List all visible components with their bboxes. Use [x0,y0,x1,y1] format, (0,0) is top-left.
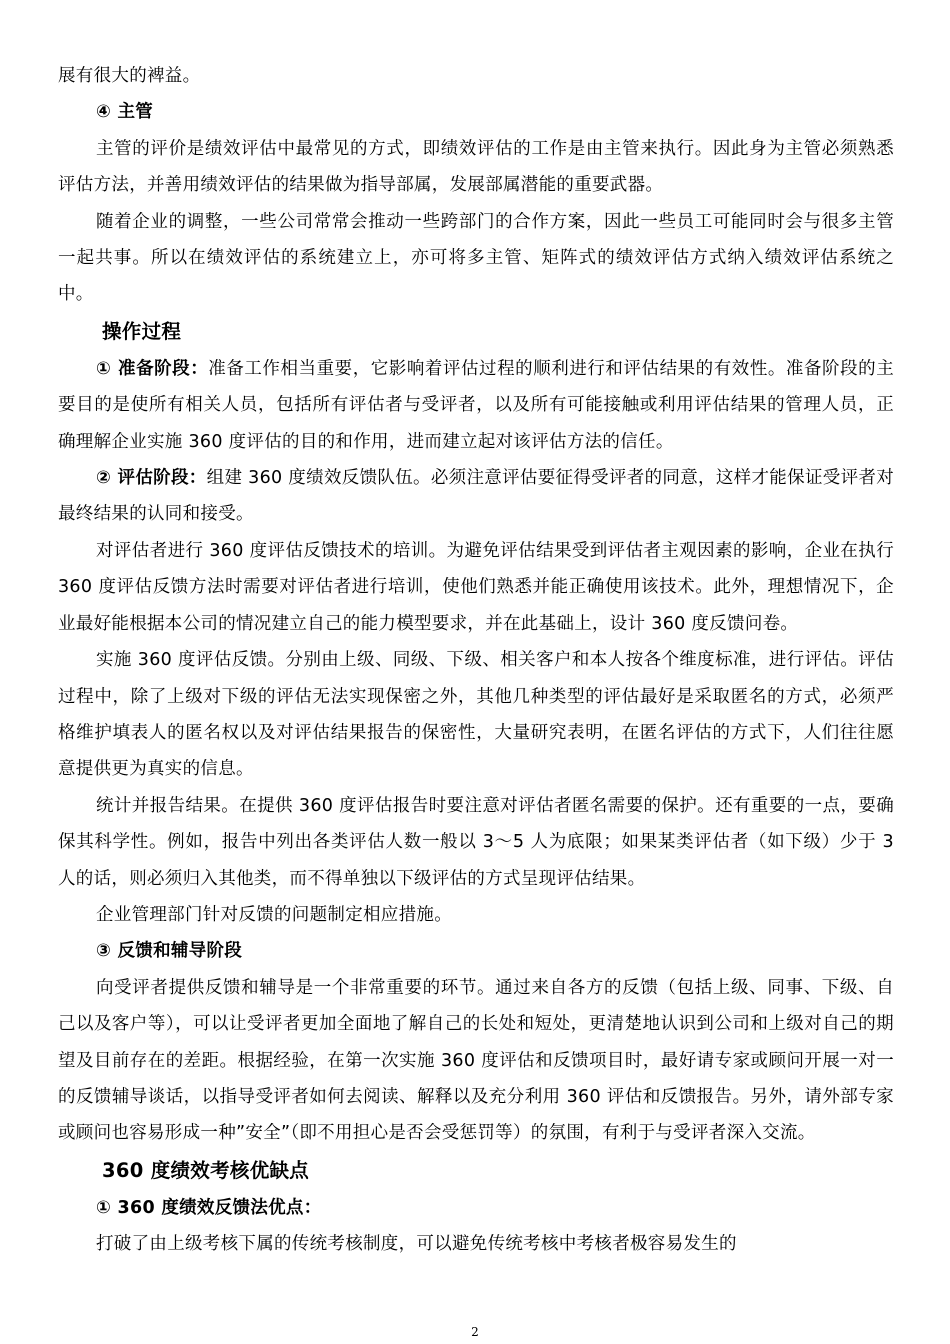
paragraph-text: 组建 360 度绩效反馈队伍。必须注意评估要征得受评者的同意，这样才能保证受评者对最终结果的认同和接受。 [58,468,895,525]
paragraph-evaluation-stage [58,460,894,533]
paragraph-lead: ① 准备阶段： [96,358,209,379]
subheading-supervisor [58,94,894,130]
paragraph [58,131,894,204]
paragraph-text: 主管的评价是绩效评估中最常见的方式，即绩效评估的工作是由主管来执行。因此身为主管必须熟悉评估方法，并善用绩效评估的结果做为指导部属，发展部属潜能的重要武器。 [58,138,894,196]
paragraph [58,897,894,933]
paragraph-lead: ② 评估阶段： [96,468,207,489]
paragraph-text: 企业管理部门针对反馈的问题制定相应措施。 [96,904,452,925]
subheading-feedback-stage [58,933,894,969]
subheading-advantages [58,1190,894,1226]
heading-text: 360 度绩效考核优缺点 [102,1158,310,1182]
page-number: 2 [471,1325,479,1339]
section-heading-process [58,313,894,351]
paragraph-text: 实施 360 度评估反馈。分别由上级、同级、下级、相关客户和本人按各个维度标准，进行评估。评估过程中，除了上级对下级的评估无法实现保密之外，其他几种类型的评估最好是采取匿名的方式，必须严格维护填表人的匿名权以及对评估结果报告的保密性，大量研究表明，在匿名评估的方式下，人们往往愿意提供更为真实的信息。 [58,650,894,780]
subheading-text: ③ 反馈和辅导阶段 [96,941,243,962]
paragraph-text: 向受评者提供反馈和辅导是一个非常重要的环节。通过来自各方的反馈（包括上级、同事、下级、自己以及客户等），可以让受评者更加全面地了解自己的长处和短处，更清楚地认识到公司和上级对自己的期望及目前存在的差距。根据经验，在第一次实施 360 度评估和反馈项目时，最好请专家或顾问开展一对一的反馈辅导谈话，以指导受评者如何去阅读、解释以及充分利用 360 评估和反馈报告。另外，请外部专家或顾问也容易形成一种”安全”（即不用担心是否会受惩罚等）的氛围，有利于与受评者深入交流。 [58,977,894,1144]
paragraph-text: 打破了由上级考核下属的传统考核制度，可以避免传统考核中考核者极容易发生的 [96,1234,737,1255]
paragraph [58,533,894,642]
page-body [58,58,894,1263]
section-heading-pros-cons [58,1152,894,1190]
paragraph-text: 对评估者进行 360 度评估反馈技术的培训。为避免评估结果受到评估者主观因素的影响，企业在执行 360 度评估反馈方法时需要对评估者进行培训，使他们熟悉并能正确使用该技术。此外，理想情况下，企业最好能根据本公司的情况建立自己的能力模型要求，并在此基础上，设计 360 度反馈问卷。 [58,540,894,634]
heading-text: 操作过程 [102,319,182,343]
paragraph-text: 统计并报告结果。在提供 360 度评估报告时要注意对评估者匿名需要的保护。还有重要的一点，要确保其科学性。例如，报告中列出各类评估人数一般以 3～5 人为底限；如果某类评估者（如下级）少于 3 人的话，则必须归入其他类，而不得单独以下级评估的方式呈现评估结果。 [58,795,894,889]
paragraph [58,970,894,1152]
paragraph [58,58,894,94]
paragraph-text: 准备工作相当重要，它影响着评估过程的顺利进行和评估结果的有效性。准备阶段的主要目的是使所有相关人员，包括所有评估者与受评者，以及所有可能接触或利用评估结果的管理人员，正确理解企业实施 360 度评估的目的和作用，进而建立起对该评估方法的信任。 [58,358,894,452]
paragraph [58,204,894,313]
paragraph-preparation-stage [58,351,894,460]
paragraph [58,1226,894,1262]
paragraph [58,788,894,897]
paragraph-text: 随着企业的调整，一些公司常常会推动一些跨部门的合作方案，因此一些员工可能同时会与很多主管一起共事。所以在绩效评估的系统建立上，亦可将多主管、矩阵式的绩效评估方式纳入绩效评估系统之中。 [58,211,894,305]
subheading-text: ① 360 度绩效反馈法优点： [96,1197,322,1218]
paragraph-text: 展有很大的裨益。 [58,66,201,86]
subheading-text: ④ 主管 [96,102,154,123]
paragraph [58,642,894,788]
